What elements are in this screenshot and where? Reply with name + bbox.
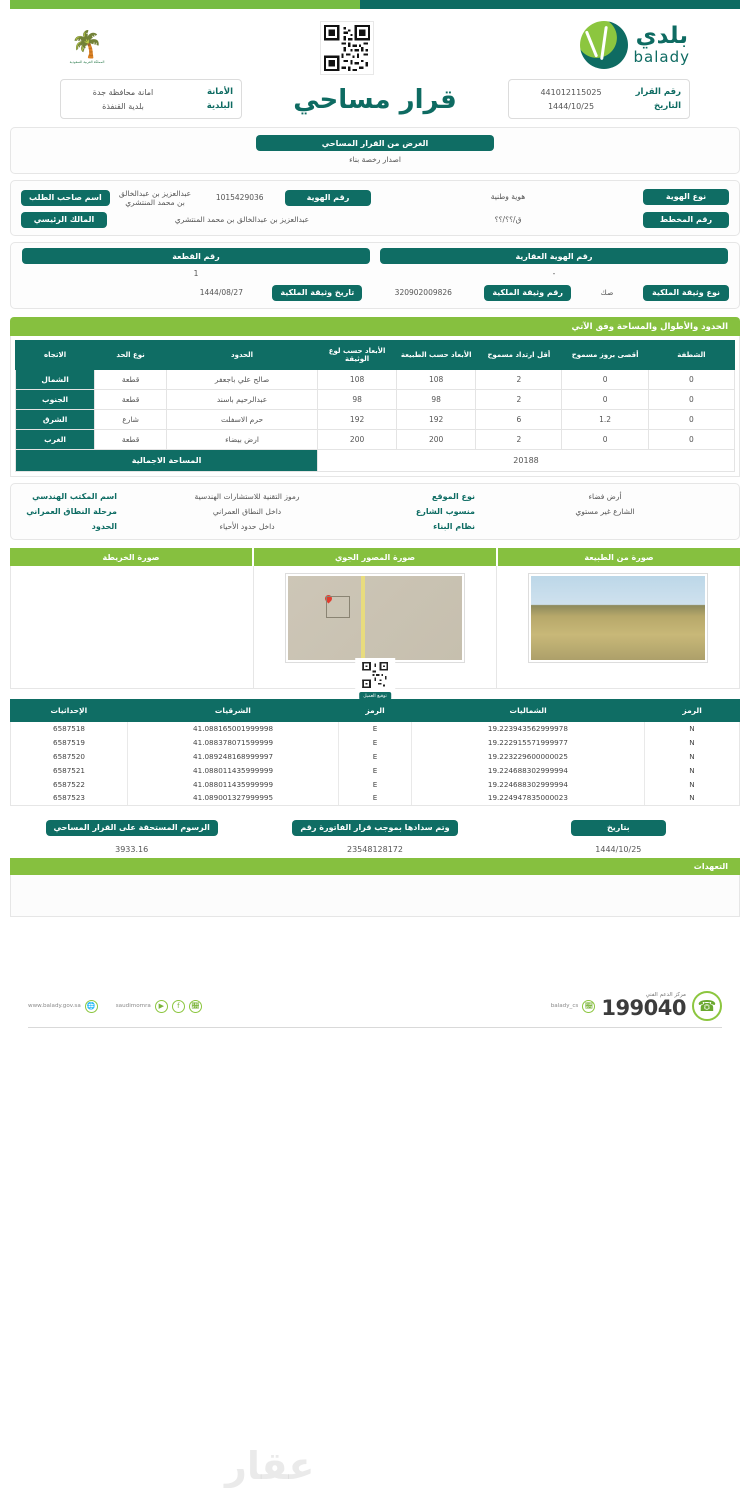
aerial-image-cell[interactable]	[254, 566, 497, 699]
applicant-name-value: عبدالعزيز بن عبدالخالق بن محمد المنتشري	[118, 188, 192, 207]
cell-bound: ارض بيضاء	[167, 430, 318, 450]
cell-easting: 41.088011435999999	[128, 763, 339, 777]
deed-number-value: 320902009826	[394, 288, 452, 297]
top-color-stripe	[10, 0, 740, 9]
facebook-icon: f	[172, 1000, 185, 1013]
images-body	[10, 566, 740, 699]
balady-twitter-handle[interactable]	[551, 1000, 596, 1013]
applicant-name-label: اسم صاحب الطلب	[21, 190, 110, 206]
cell-doc-dim: 108	[318, 370, 397, 390]
plan-number-value: ق/؟؟/؟؟	[494, 215, 522, 224]
nature-image-cell[interactable]	[497, 566, 739, 688]
saudi-emblem	[60, 21, 114, 75]
cell-point-id: 6587523	[11, 791, 128, 805]
fees-section	[10, 815, 740, 917]
boundaries-section	[10, 317, 740, 477]
engineering-office-label: اسم المكتب الهندسي	[32, 492, 117, 502]
col-doc-dim: الأبعاد حسب لوع الوثيقة	[318, 341, 397, 370]
website-text: www.balady.gov.sa	[28, 1003, 81, 1009]
cell-northing: 19.222915571999977	[411, 736, 644, 750]
globe-icon: 🌐	[85, 1000, 98, 1013]
cell-east-symbol: E	[339, 736, 412, 750]
cell-chamfer: 0	[648, 410, 734, 430]
cell-point-id: 6587521	[11, 763, 128, 777]
fees-labels-row	[10, 815, 740, 854]
fee-date-value: 1444/10/25	[595, 844, 642, 854]
col-bound: الحدود	[167, 341, 318, 370]
cell-natural-dim: 192	[397, 410, 476, 430]
cell-doc-dim: 200	[318, 430, 397, 450]
col-eastings: الشرقيات	[127, 700, 338, 722]
decision-date-label: التاريخ	[654, 101, 681, 111]
boundaries-scope-label: الحدود	[91, 522, 117, 532]
office-info-panel	[10, 483, 740, 540]
fee-date-cell	[497, 820, 740, 854]
map-image-cell[interactable]	[11, 566, 254, 688]
cell-chamfer: 0	[648, 430, 734, 450]
id-type-value: هوية وطنية	[490, 192, 526, 201]
table-row	[16, 430, 735, 450]
urban-scope-value: داخل النطاق العمراني	[212, 507, 282, 517]
client-signature-label: توقيع العميل	[359, 692, 391, 700]
cell-east-symbol: E	[339, 777, 412, 791]
balady-name-ar: بلدي	[635, 23, 688, 49]
cell-natural-dim: 108	[397, 370, 476, 390]
cell-setback: 2	[476, 430, 562, 450]
cell-chamfer: 0	[648, 390, 734, 410]
cell-chamfer: 0	[648, 370, 734, 390]
col-northings: الشماليات	[411, 700, 644, 722]
cell-northing: 19.223943562999978	[411, 722, 644, 736]
id-type-label: نوع الهوية	[643, 189, 729, 205]
pledges-title: التعهدات	[10, 858, 740, 875]
baladiyah-value: بلدية القنفذة	[102, 101, 144, 111]
boundaries-table-wrap	[10, 336, 740, 477]
office-left-col	[375, 489, 733, 534]
table-row	[11, 736, 739, 750]
id-number-value: 1015429036	[215, 193, 264, 202]
baladiyah-label: البلدية	[206, 101, 233, 111]
applicant-left-col-2	[375, 209, 733, 230]
footer-content	[28, 991, 722, 1021]
fee-amount-value: 3933.16	[115, 844, 149, 854]
stripe-green	[10, 0, 360, 9]
support-text	[601, 993, 686, 1020]
cell-north-symbol: N	[644, 750, 739, 764]
col-projection: أقصى بروز مسموح	[562, 341, 648, 370]
coordinates-table	[10, 699, 740, 722]
momra-social-block[interactable]	[116, 1000, 202, 1013]
cell-north-symbol: N	[644, 736, 739, 750]
decision-date-row	[517, 99, 681, 113]
aerial-map-photo	[286, 574, 464, 662]
cell-bound-type: قطعة	[95, 390, 167, 410]
coordinates-body-table	[11, 722, 739, 805]
page-title: قرار مساحي	[293, 85, 457, 115]
cell-easting: 41.088378071599999	[128, 736, 339, 750]
id-type-field	[375, 186, 733, 207]
support-block	[551, 991, 722, 1021]
table-row	[11, 750, 739, 764]
deed-type-label: نوع وثيقة الملكية	[643, 285, 729, 301]
parcel-number-cell	[17, 248, 375, 278]
cell-northing: 19.224688302999994	[411, 763, 644, 777]
support-number: 199040	[601, 996, 686, 1021]
building-system-field	[375, 519, 733, 534]
table-row	[16, 390, 735, 410]
urban-scope-label: مرحلة النطاق العمراني	[26, 507, 117, 517]
qr-code-icon	[362, 662, 388, 688]
balady-logo	[580, 21, 690, 69]
cell-east-symbol: E	[339, 722, 412, 736]
plan-number-field	[375, 209, 733, 230]
cell-northing: 19.224688302999994	[411, 777, 644, 791]
applicant-left-col-1	[375, 186, 733, 209]
youtube-icon: ▶	[155, 1000, 168, 1013]
images-headers	[10, 548, 740, 566]
parcel-panel	[10, 242, 740, 309]
cell-east-symbol: E	[339, 763, 412, 777]
fee-date-label: بتاريخ	[571, 820, 666, 836]
decision-info-box	[508, 79, 690, 119]
title-row	[10, 75, 740, 119]
applicant-right-col-2	[17, 209, 375, 230]
balady-logo-text	[634, 25, 690, 65]
boundaries-body	[16, 370, 735, 472]
cell-bound-type: شارع	[95, 410, 167, 430]
deed-type-value: صك	[600, 288, 614, 297]
watermark-text: عقار	[225, 1444, 315, 1488]
cell-point-id: 6587518	[11, 722, 128, 736]
document-header	[10, 9, 740, 75]
cell-point-id: 6587519	[11, 736, 128, 750]
fee-amount-label: الرسوم المستحقة على القرار المساحي	[46, 820, 218, 836]
cell-projection: 0	[562, 370, 648, 390]
cell-east-symbol: E	[339, 791, 412, 805]
deed-number-label: رقم وثيقة الملكية	[484, 285, 571, 301]
saudi-emblem-palm-swords-icon: 🌴	[70, 30, 104, 60]
applicant-row-1	[17, 186, 733, 209]
phone-icon: ☎	[692, 991, 722, 1021]
col-direction: الاتجاه	[16, 341, 95, 370]
main-owner-label: المالك الرئيسي	[21, 212, 107, 228]
cell-bound: صالح علي باجعفر	[167, 370, 318, 390]
purpose-panel	[10, 127, 740, 174]
cell-projection: 0	[562, 430, 648, 450]
cell-projection: 0	[562, 390, 648, 410]
cell-bound-type: قطعة	[95, 370, 167, 390]
cell-setback: 6	[476, 410, 562, 430]
amanah-value: امانة محافظة جدة	[92, 87, 154, 97]
balady-palm-icon	[580, 21, 628, 69]
col-north-symbol: الرمز	[645, 700, 740, 722]
site-type-label: نوع الموقع	[431, 492, 475, 502]
parcel-number-value: 1	[193, 269, 199, 278]
coordinates-body-wrap	[10, 722, 740, 806]
pledges-body	[10, 875, 740, 917]
cell-setback: 2	[476, 370, 562, 390]
id-number-label: رقم الهوية	[285, 190, 371, 206]
fee-invoice-label: وتم سدادها بموجب قرار الفاتورة رقم	[292, 820, 457, 836]
social-links	[28, 1000, 202, 1013]
col-bound-type: نوع الحد	[95, 341, 167, 370]
map-pin-icon	[323, 593, 333, 603]
col-point-id: الإحداثيات	[11, 700, 128, 722]
table-row	[16, 410, 735, 430]
cell-direction: الشرق	[16, 410, 95, 430]
realestate-id-label: رقم الهوية العقارية	[380, 248, 727, 264]
qr-code-icon	[324, 25, 370, 71]
amanah-row	[69, 85, 233, 99]
fee-amount-cell	[10, 820, 253, 854]
stripe-teal	[360, 0, 740, 9]
total-area-row	[16, 450, 735, 472]
desert-land-photo	[529, 574, 707, 662]
header-nature-image: صورة من الطبيعة	[498, 548, 740, 566]
support-label: مركز الدعم الفني	[645, 991, 686, 998]
cell-natural-dim: 200	[397, 430, 476, 450]
main-owner-value: عبدالعزيز بن عبدالخالق بن محمد المنتشري	[174, 215, 310, 224]
balady-handle-text: balady_cs	[550, 1003, 579, 1009]
boundaries-scope-field	[17, 519, 375, 534]
decision-number-row	[517, 85, 681, 99]
col-setback: أقل ارتداد مسموح	[476, 341, 562, 370]
twitter-icon: 𝉹	[189, 1000, 202, 1013]
applicant-right-col-1	[17, 186, 375, 209]
amanah-label: الأمانة	[206, 87, 233, 97]
cell-north-symbol: N	[644, 722, 739, 736]
cell-northing: 19.224947835000023	[411, 791, 644, 805]
boundaries-section-title: الحدود والأطوال والمساحة وفق الآتي	[10, 317, 740, 336]
street-level-value: الشارع غير مستوي	[575, 507, 635, 517]
table-row	[11, 791, 739, 805]
purpose-label: الغرض من القرار المساحي	[256, 135, 494, 151]
cell-direction: الغرب	[16, 430, 95, 450]
cell-easting: 41.089248168999997	[128, 750, 339, 764]
emblem-caption: المملكة العربية السعودية	[69, 60, 105, 64]
cell-bound-type: قطعة	[95, 430, 167, 450]
document-footer	[0, 985, 750, 1039]
main-owner-field	[17, 209, 375, 230]
cell-bound: عبدالرحيم باسند	[167, 390, 318, 410]
parcel-number-label: رقم القطعة	[22, 248, 369, 264]
cell-doc-dim: 98	[318, 390, 397, 410]
table-row	[16, 370, 735, 390]
total-area-label: المساحة الاجمالية	[16, 450, 318, 472]
cell-setback: 2	[476, 390, 562, 410]
municipality-info-box	[60, 79, 242, 119]
cell-point-id: 6587520	[11, 750, 128, 764]
cell-point-id: 6587522	[11, 777, 128, 791]
parcel-row-1	[17, 248, 733, 278]
cell-doc-dim: 192	[318, 410, 397, 430]
header-map-image: صورة الخريطة	[10, 548, 252, 566]
table-row	[11, 763, 739, 777]
header-aerial-image: صورة المصور الجوي	[254, 548, 496, 566]
header-qr-code[interactable]	[320, 21, 374, 75]
applicant-row-2	[17, 209, 733, 230]
site-type-field	[375, 489, 733, 504]
col-east-symbol: الرمز	[339, 700, 412, 722]
street-level-field	[375, 504, 733, 519]
table-row	[11, 722, 739, 736]
realestate-id-value: -	[552, 269, 556, 278]
applicant-name-field	[17, 186, 375, 209]
deed-date-value: 1444/08/27	[199, 288, 243, 297]
realestate-id-cell	[375, 248, 733, 278]
cell-north-symbol: N	[644, 777, 739, 791]
images-section	[10, 548, 740, 699]
engineering-office-field	[17, 489, 375, 504]
total-area-value: 20188	[318, 450, 735, 472]
cell-projection: 1.2	[562, 410, 648, 430]
decision-number-value: 441012115025	[540, 87, 602, 97]
twitter-icon: 𝉹	[582, 1000, 595, 1013]
baladiyah-row	[69, 99, 233, 113]
momra-handle-text: saudimomra	[115, 1003, 151, 1009]
purpose-block	[17, 133, 733, 168]
col-chamfer: الشطفة	[648, 341, 734, 370]
cell-easting: 41.089001327999995	[128, 791, 339, 805]
cell-east-symbol: E	[339, 750, 412, 764]
footer-divider	[28, 1027, 722, 1028]
site-type-value: أرض فضاء	[588, 492, 622, 502]
fee-invoice-cell	[253, 820, 496, 854]
deed-date-label: تاريخ وثيقة الملكية	[272, 285, 362, 301]
purpose-value: اصدار رخصة بناء	[349, 155, 401, 164]
balady-name-en: balady	[633, 48, 690, 66]
cell-direction: الجنوب	[16, 390, 95, 410]
boundaries-table	[15, 340, 735, 472]
deed-row	[17, 282, 733, 303]
cell-easting: 41.088011435999999	[128, 777, 339, 791]
office-right-col	[17, 489, 375, 534]
urban-scope-field	[17, 504, 375, 519]
building-system-label: نظام البناء	[433, 522, 475, 532]
cell-natural-dim: 98	[397, 390, 476, 410]
plan-number-label: رقم المخطط	[643, 212, 729, 228]
col-natural-dim: الأبعاد حسب الطبيعة	[397, 341, 476, 370]
street-level-label: منسوب الشارع	[415, 507, 475, 517]
table-row	[11, 777, 739, 791]
boundaries-scope-value: داخل حدود الأحياء	[219, 522, 275, 532]
boundaries-header-row	[16, 341, 735, 370]
decision-number-label: رقم القرار	[635, 87, 681, 97]
cell-direction: الشمال	[16, 370, 95, 390]
decision-date-value: 1444/10/25	[547, 101, 595, 111]
cell-easting: 41.088165001999998	[128, 722, 339, 736]
cell-bound: حرم الاسفلت	[167, 410, 318, 430]
website-block[interactable]	[28, 1000, 98, 1013]
applicant-panel	[10, 180, 740, 236]
coordinates-header-row	[11, 700, 740, 722]
fee-invoice-value: 23548128172	[347, 844, 403, 854]
engineering-office-value: رموز التقنية للاستشارات الهندسية	[194, 492, 300, 502]
cell-north-symbol: N	[644, 763, 739, 777]
cell-northing: 19.223229600000025	[411, 750, 644, 764]
cell-north-symbol: N	[644, 791, 739, 805]
client-signature-block	[355, 658, 395, 704]
